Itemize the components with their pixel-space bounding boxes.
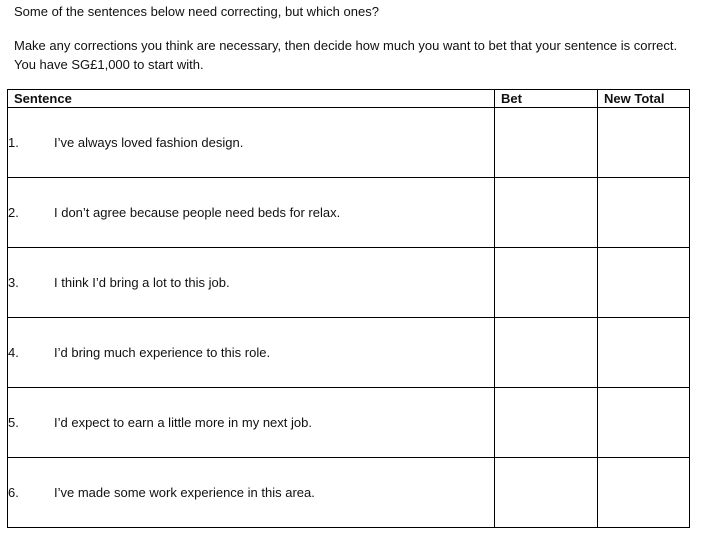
table-row [8, 108, 690, 178]
bet-cell[interactable] [495, 178, 598, 248]
table-row [8, 458, 690, 528]
sentence-number: 5. [8, 415, 19, 430]
sentence-text[interactable]: I think I’d bring a lot to this job. [54, 275, 230, 290]
sentence-number: 4. [8, 345, 19, 360]
sentence-text[interactable]: I’ve made some work experience in this area. [54, 485, 315, 500]
table-row [8, 388, 690, 458]
sentence-cell [8, 108, 495, 178]
bet-cell[interactable] [495, 318, 598, 388]
starting-balance-note: You have SG£1,000 to start with. [14, 57, 204, 72]
header-sentence: Sentence [8, 90, 495, 108]
betting-table [7, 89, 690, 528]
sentence-text[interactable]: I’d expect to earn a little more in my next job. [54, 415, 312, 430]
sentence-text[interactable]: I don’t agree because people need beds for relax. [54, 205, 341, 220]
table-row [8, 178, 690, 248]
sentence-text[interactable]: I’d bring much experience to this role. [54, 345, 271, 360]
instructions-line-1: Some of the sentences below need correcting, but which ones? [14, 4, 379, 19]
new-total-cell[interactable] [598, 178, 690, 248]
sentence-cell [8, 388, 495, 458]
sentence-cell [8, 248, 495, 318]
new-total-cell[interactable] [598, 248, 690, 318]
sentence-number: 3. [8, 275, 19, 290]
bet-cell[interactable] [495, 108, 598, 178]
bet-cell[interactable] [495, 458, 598, 528]
sentence-cell [8, 178, 495, 248]
table-row [8, 318, 690, 388]
table-row [8, 248, 690, 318]
sentence-number: 2. [8, 205, 19, 220]
new-total-cell[interactable] [598, 318, 690, 388]
bet-cell[interactable] [495, 388, 598, 458]
new-total-cell[interactable] [598, 388, 690, 458]
bet-cell[interactable] [495, 248, 598, 318]
new-total-cell[interactable] [598, 458, 690, 528]
sentence-number: 1. [8, 135, 19, 150]
instructions-line-2: Make any corrections you think are necessary, then decide how much you want to bet that your sentence is correct. [14, 38, 678, 53]
sentence-cell [8, 318, 495, 388]
sentence-text[interactable]: I’ve always loved fashion design. [54, 135, 244, 150]
sentence-number: 6. [8, 485, 19, 500]
header-bet: Bet [495, 90, 598, 108]
sentence-cell [8, 458, 495, 528]
header-new-total: New Total [598, 90, 690, 108]
new-total-cell[interactable] [598, 108, 690, 178]
table-header-row [8, 90, 690, 108]
